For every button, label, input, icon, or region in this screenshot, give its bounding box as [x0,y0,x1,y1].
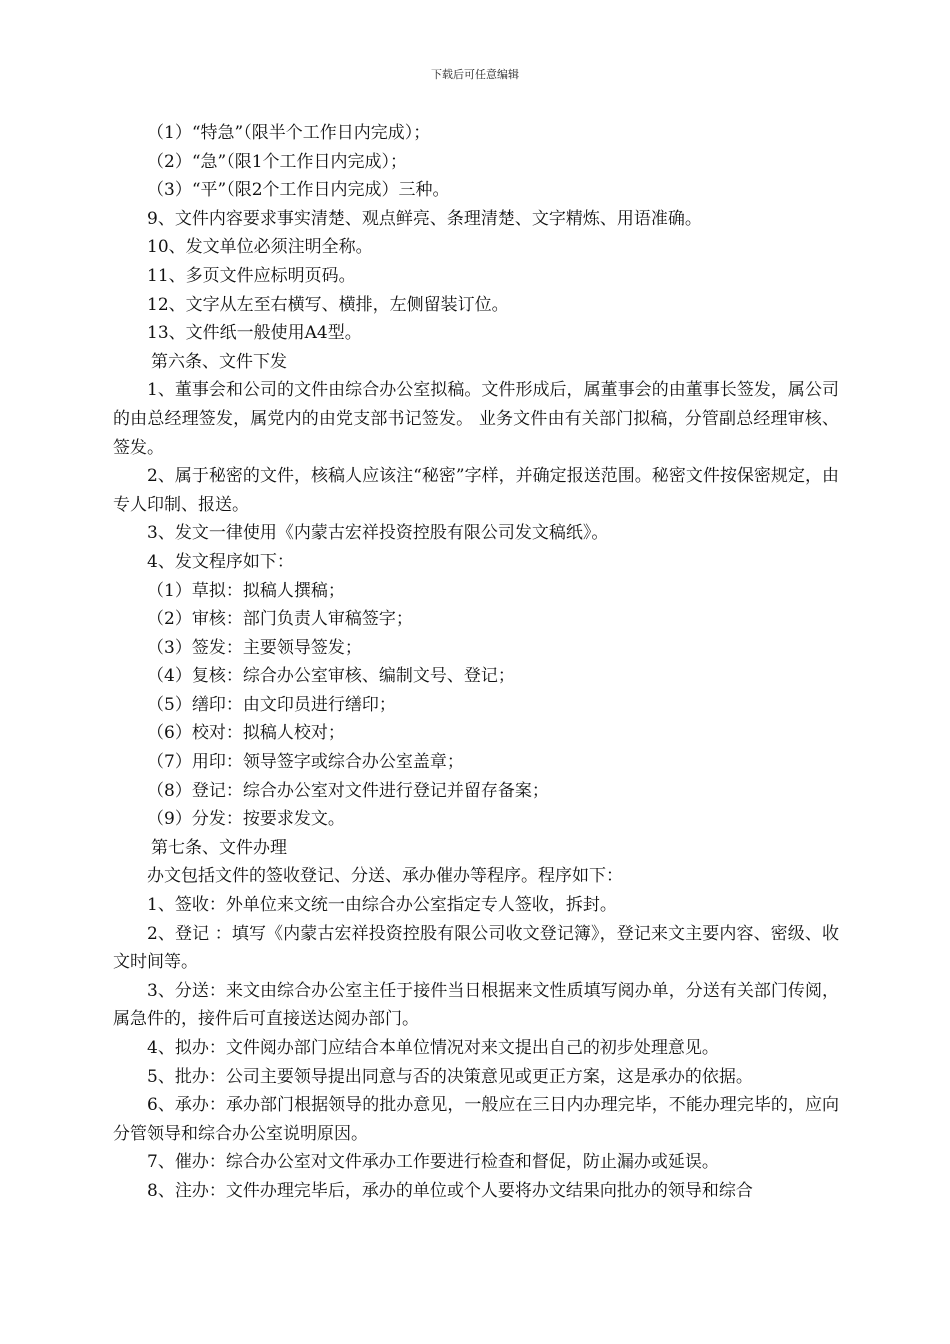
section-heading: 第七条、文件办理 [151,837,287,858]
paragraph: 3、分送：来文由综合办公室主任于接件当日根据来文性质填写阅办单，分送有关部门传阅，属急件的，接件后可直接送达阅办部门。 [113,980,839,1030]
paragraph: （9）分发：按要求发文。 [147,809,345,830]
paragraph: （1）“特急”（限半个工作日内完成）； [147,123,431,143]
paragraph: 8、注办：文件办理完毕后，承办的单位或个人要将办文结果向批办的领导和综合 [147,1180,753,1201]
paragraph: （3）签发：主要领导签发； [147,637,362,658]
document-body [113,119,839,1206]
paragraph: （1）草拟：拟稿人撰稿； [147,580,345,601]
header-note: 下载后可任意编辑 [431,68,519,81]
section-heading: 第六条、文件下发 [151,351,287,372]
paragraph: 11、多页文件应标明页码。 [147,265,356,286]
paragraph: （6）校对：拟稿人校对； [147,723,345,744]
paragraph: 办文包括文件的签收登记、分送、承办催办等程序。程序如下： [147,866,623,887]
paragraph: （5）缮印：由文印员进行缮印； [147,694,396,715]
paragraph: 9、文件内容要求事实清楚、观点鲜亮、条理清楚、文字精炼、用语准确。 [147,208,702,229]
paragraph: 1、董事会和公司的文件由综合办公室拟稿。文件形成后，属董事会的由董事长签发，属公司的由总经理签发，属党内的由党支部书记签发。 业务文件由有关部门拟稿，分管副总经理审核、签发。 [113,380,839,458]
paragraph: 2、属于秘密的文件，核稿人应该注“秘密”字样，并确定报送范围。秘密文件按保密规定，由专人印制、报送。 [113,466,839,515]
paragraph: （2）“急”（限1个工作日内完成）； [147,151,408,172]
paragraph: 5、批办：公司主要领导提出同意与否的决策意见或更正方案，这是承办的依据。 [147,1066,753,1087]
paragraph: 1、签收：外单位来文统一由综合办公室指定专人签收，拆封。 [147,895,617,916]
paragraph: （2）审核：部门负责人审稿签字； [147,609,413,630]
paragraph: 4、拟办：文件阅办部门应结合本单位情况对来文提出自己的初步处理意见。 [147,1038,719,1058]
paragraph: 10、发文单位必须注明全称。 [147,237,373,258]
paragraph: 2、登记 ：填写《内蒙古宏祥投资控股有限公司收文登记簿》，登记来文主要内容、密级、收文时间等。 [113,923,839,973]
paragraph: 7、催办：综合办公室对文件承办工作要进行检查和督促，防止漏办或延误。 [147,1152,719,1173]
paragraph: 13、文件纸一般使用A4型。 [147,323,362,344]
paragraph: 4、发文程序如下： [147,551,294,572]
paragraph: （4）复核：综合办公室审核、编制文号、登记； [147,666,515,687]
paragraph: （7）用印：领导签字或综合办公室盖章； [147,752,464,773]
paragraph: （8）登记：综合办公室对文件进行登记并留存备案； [147,780,549,801]
paragraph: 12、文字从左至右横写、横排，左侧留装订位。 [147,294,509,315]
paragraph: 3、发文一律使用《内蒙古宏祥投资控股有限公司发文稿纸》。 [147,523,609,544]
paragraph: 6、承办：承办部门根据领导的批办意见，一般应在三日内办理完毕，不能办理完毕的，应向分管领导和综合办公室说明原因。 [113,1095,839,1144]
paragraph: （3）“平”（限2个工作日内完成）三种。 [147,180,450,201]
